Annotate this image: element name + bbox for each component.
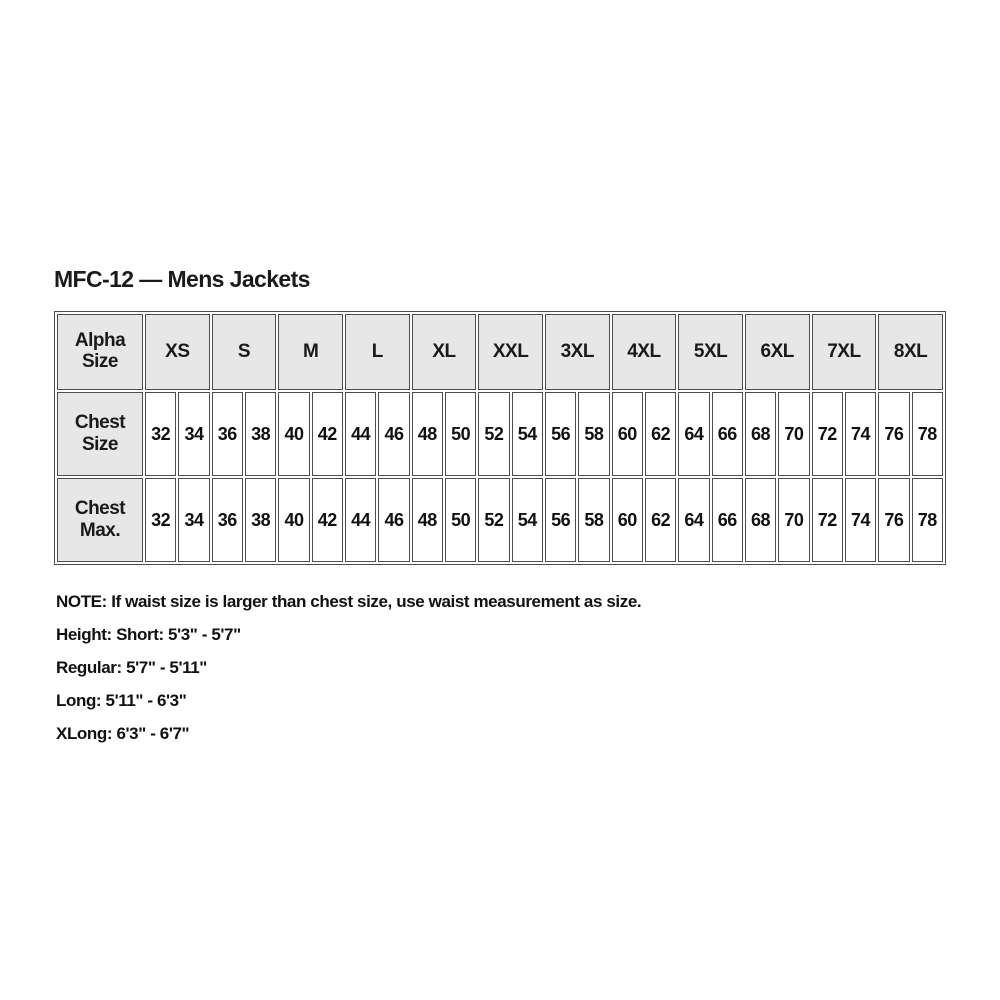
size-header-3xl: 3XL — [545, 314, 610, 390]
header-row — [57, 314, 943, 390]
chest-size-cell: 36 — [212, 392, 243, 476]
size-header-s: S — [212, 314, 277, 390]
chest-max-label: Chest Max. — [57, 478, 143, 562]
notes-block — [56, 592, 756, 757]
chest-size-cell: 70 — [778, 392, 809, 476]
chest-size-cell: 32 — [145, 392, 176, 476]
chest-size-cell: 58 — [578, 392, 609, 476]
chest-size-cell: 44 — [345, 392, 376, 476]
chest-size-cell: 56 — [545, 392, 576, 476]
chest-size-cell: 64 — [678, 392, 709, 476]
chest-max-cell: 36 — [212, 478, 243, 562]
chest-size-cell: 76 — [878, 392, 909, 476]
chest-size-cell: 38 — [245, 392, 276, 476]
chest-max-cell: 34 — [178, 478, 209, 562]
chest-max-cell: 52 — [478, 478, 509, 562]
chest-size-cell: 52 — [478, 392, 509, 476]
chest-size-cell: 78 — [912, 392, 943, 476]
chest-size-cell: 68 — [745, 392, 776, 476]
chest-max-cell: 32 — [145, 478, 176, 562]
size-header-xs: XS — [145, 314, 210, 390]
note-label: NOTE: — [56, 592, 107, 611]
chest-max-cell: 64 — [678, 478, 709, 562]
chest-max-cell: 70 — [778, 478, 809, 562]
size-chart — [54, 311, 946, 565]
chest-max-cell: 42 — [312, 478, 343, 562]
chest-max-cell: 48 — [412, 478, 443, 562]
chest-size-cell: 34 — [178, 392, 209, 476]
size-header-4xl: 4XL — [612, 314, 677, 390]
chest-max-cell: 54 — [512, 478, 543, 562]
size-chart-table — [54, 311, 946, 565]
size-header-8xl: 8XL — [878, 314, 943, 390]
note-line-height-short: Height: Short: 5'3" - 5'7" — [56, 625, 241, 644]
alpha-size-header: Alpha Size — [57, 314, 143, 390]
chest-max-cell: 46 — [378, 478, 409, 562]
note-line-long: Long: 5'11" - 6'3" — [56, 691, 187, 710]
chest-size-cell: 40 — [278, 392, 309, 476]
chest-max-cell: 58 — [578, 478, 609, 562]
chest-size-cell: 42 — [312, 392, 343, 476]
page-title: MFC-12 — Mens Jackets — [54, 266, 310, 292]
size-header-5xl: 5XL — [678, 314, 743, 390]
chest-size-label: Chest Size — [57, 392, 143, 476]
chest-max-cell: 72 — [812, 478, 843, 562]
chest-size-cell: 60 — [612, 392, 643, 476]
note-line-regular: Regular: 5'7" - 5'11" — [56, 658, 207, 677]
size-header-7xl: 7XL — [812, 314, 877, 390]
size-header-xl: XL — [412, 314, 477, 390]
chest-max-cell: 74 — [845, 478, 876, 562]
chest-max-cell: 76 — [878, 478, 909, 562]
chest-max-cell: 38 — [245, 478, 276, 562]
note-line-xlong: XLong: 6'3" - 6'7" — [56, 724, 190, 743]
chest-max-cell: 44 — [345, 478, 376, 562]
chest-size-cell: 48 — [412, 392, 443, 476]
chest-size-cell: 46 — [378, 392, 409, 476]
chest-max-cell: 56 — [545, 478, 576, 562]
chest-max-cell: 66 — [712, 478, 743, 562]
chest-size-cell: 74 — [845, 392, 876, 476]
size-header-m: M — [278, 314, 343, 390]
size-header-6xl: 6XL — [745, 314, 810, 390]
chest-max-cell: 50 — [445, 478, 476, 562]
chest-max-row — [57, 478, 943, 562]
size-header-xxl: XXL — [478, 314, 543, 390]
size-header-l: L — [345, 314, 410, 390]
chest-max-cell: 62 — [645, 478, 676, 562]
chest-size-cell: 62 — [645, 392, 676, 476]
chest-size-cell: 54 — [512, 392, 543, 476]
note-line-waist — [56, 592, 756, 611]
chest-max-cell: 78 — [912, 478, 943, 562]
chest-max-cell: 68 — [745, 478, 776, 562]
note-body: If waist size is larger than chest size, use waist measurement as size. — [106, 592, 642, 611]
chest-size-row — [57, 392, 943, 476]
chest-size-cell: 72 — [812, 392, 843, 476]
chest-max-cell: 40 — [278, 478, 309, 562]
chest-max-cell: 60 — [612, 478, 643, 562]
chest-size-cell: 50 — [445, 392, 476, 476]
chest-size-cell: 66 — [712, 392, 743, 476]
